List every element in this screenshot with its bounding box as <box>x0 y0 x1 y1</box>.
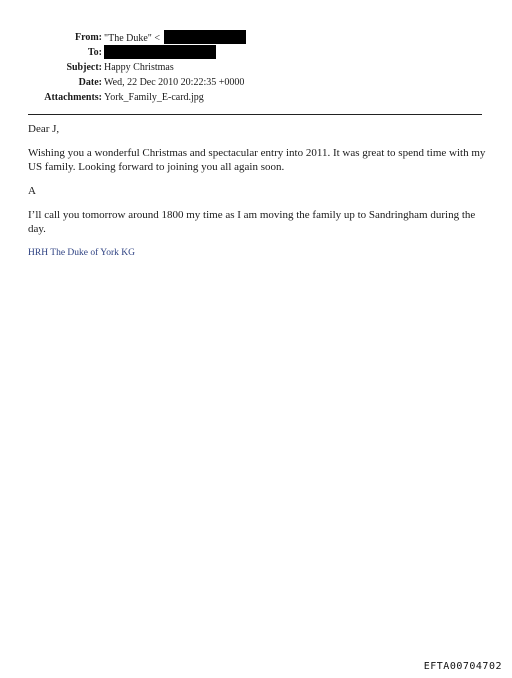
signature: HRH The Duke of York KG <box>28 248 135 258</box>
date-label: Date: <box>78 77 102 88</box>
from-label: From: <box>74 32 102 43</box>
email-body <box>28 122 488 270</box>
subject-row <box>0 60 512 75</box>
from-row <box>0 30 512 45</box>
header-divider <box>28 114 482 115</box>
from-value: "The Duke" < <box>104 33 161 44</box>
redaction-box <box>104 45 216 59</box>
document-id: EFTA00704702 <box>423 661 502 672</box>
date-row <box>0 75 512 90</box>
subject-value: Happy Christmas <box>104 62 174 73</box>
subject-label: Subject: <box>66 62 102 73</box>
body-paragraph: Wishing you a wonderful Christmas and spectacular entry into 2011. It was great to spend time with my US family. Looking forward to joining you all again soon. <box>28 147 486 173</box>
redaction-box <box>164 30 246 44</box>
attachments-row <box>0 90 512 105</box>
attachment-filename: York_Family_E-card.jpg <box>104 92 204 103</box>
sender-initial: A <box>28 185 36 197</box>
greeting: Dear J, <box>28 123 60 135</box>
date-value: Wed, 22 Dec 2010 20:22:35 +0000 <box>104 77 245 88</box>
email-header <box>0 30 512 105</box>
body-paragraph: I’ll call you tomorrow around 1800 my time as I am moving the family up to Sandringham during the day. <box>28 209 476 235</box>
to-label: To: <box>87 47 102 58</box>
attachments-label: Attachments: <box>44 92 102 103</box>
to-row <box>0 45 512 60</box>
